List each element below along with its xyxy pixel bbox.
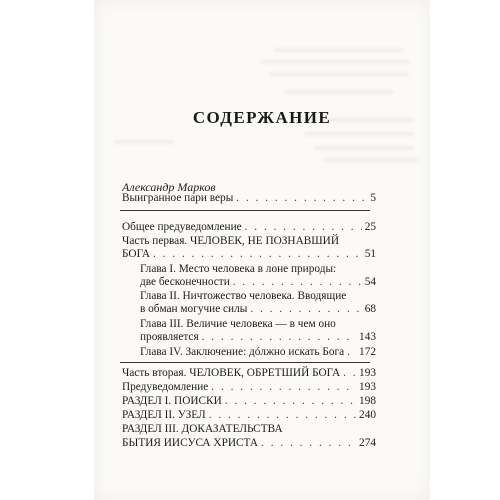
toc-entry-title: Общее предуведомление (122, 221, 242, 233)
leader-dots (343, 367, 356, 380)
toc-entry-title: Глава IV. Заключение: дóлжно искать Бога (140, 346, 345, 358)
leader-dots (245, 221, 362, 234)
leader-dots (233, 276, 362, 289)
toc-entry-page: 198 (359, 395, 376, 407)
toc-entry-title: РАЗДЕЛ I. ПОИСКИ (122, 395, 222, 407)
toc-entry-title: Часть вторая. ЧЕЛОВЕК, ОБРЕТШИЙ БОГА (122, 367, 341, 379)
toc-entry-title: БОГА (122, 248, 151, 260)
toc-entry (122, 192, 376, 205)
toc-entry-title: Предуведомление (122, 381, 209, 393)
toc-entry (140, 303, 376, 316)
leader-dots (261, 437, 356, 450)
divider (120, 362, 370, 363)
leader-dots (250, 303, 361, 316)
toc-entry-page: 5 (370, 192, 376, 204)
toc-entry (140, 331, 376, 344)
toc-entry (122, 381, 376, 394)
toc-entry-page: 143 (359, 331, 376, 343)
toc-entry-title: в обман могучие силы (140, 303, 248, 315)
book-page (94, 0, 430, 500)
leader-dots (153, 248, 362, 261)
divider (120, 210, 370, 211)
page-title: СОДЕРЖАНИЕ (192, 108, 332, 127)
leader-dots (209, 409, 356, 422)
toc-entry (122, 367, 376, 380)
toc-entry-page: 274 (359, 437, 376, 449)
toc-entry-page: 68 (364, 303, 376, 315)
toc-entry-title: проявляется (140, 331, 199, 343)
toc-entry (122, 437, 376, 450)
toc-entry-page: 25 (364, 221, 376, 233)
toc-entry (140, 276, 376, 289)
toc-entry (122, 221, 376, 234)
leader-dots (202, 331, 356, 344)
toc-entry-page: 193 (359, 381, 376, 393)
toc-entry-title: Выигранное пари веры (122, 192, 234, 204)
toc-entry-title-line1: Глава I. Место человека в лоне природы: (140, 263, 337, 275)
toc-entry-title-line1: РАЗДЕЛ III. ДОКАЗАТЕЛЬСТВА (122, 423, 283, 435)
toc-entry-title-line1: Глава III. Величие человека — в чем оно (140, 318, 336, 330)
toc-entry-page: 54 (364, 276, 376, 288)
toc-entry-title: БЫТИЯ ИИСУСА ХРИСТА (122, 437, 259, 449)
leader-dots (236, 192, 367, 205)
toc-entry-page: 51 (364, 248, 376, 260)
toc-entry (122, 248, 376, 261)
toc-entry-title-line1: Часть первая. ЧЕЛОВЕК, НЕ ПОЗНАВШИЙ (122, 235, 339, 247)
toc-entry-title: РАЗДЕЛ II. УЗЕЛ (122, 409, 206, 421)
leader-dots (347, 346, 356, 359)
toc-entry-title-line1: Глава II. Ничтожество человека. Вводящие (140, 290, 347, 302)
toc-entry (122, 395, 376, 408)
author-name: Александр Марков (122, 180, 216, 194)
toc-entry-title: две бесконечности (140, 276, 230, 288)
leader-dots (225, 395, 356, 408)
toc-entry-page: 240 (359, 409, 376, 421)
leader-dots (211, 381, 356, 394)
toc-entry-page: 172 (359, 346, 376, 358)
toc-entry (122, 409, 376, 422)
toc-entry-page: 193 (359, 367, 376, 379)
toc-entry (140, 346, 376, 359)
